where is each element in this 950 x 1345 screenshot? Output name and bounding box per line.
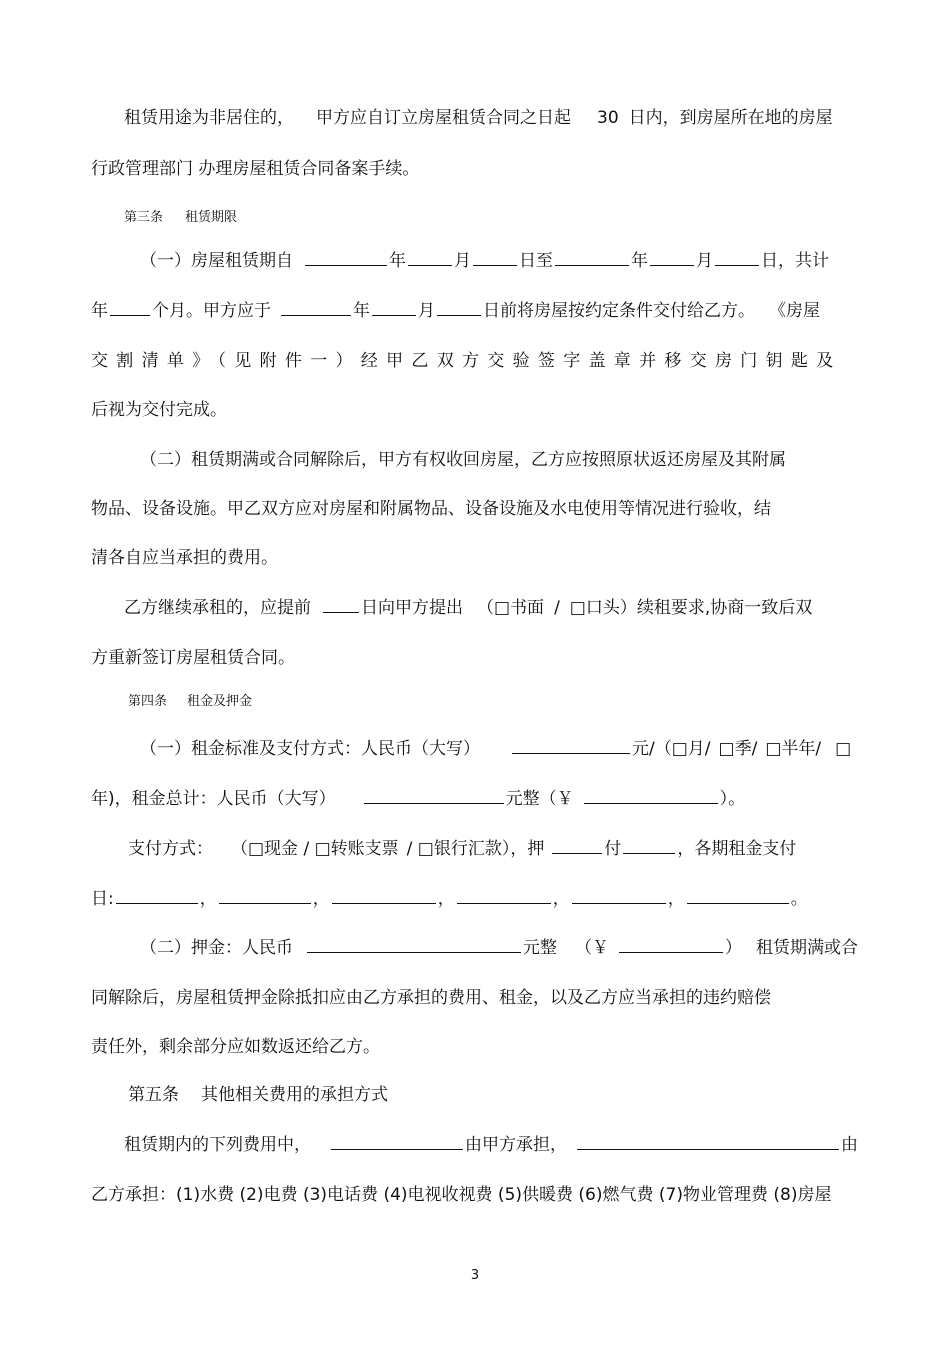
payment-line1: 支付方式： （□现金 / □转账支票 / □银行汇款），押 付 ，各期租金支付 [128, 839, 797, 859]
section3-2-line2: 物品、设备设施。甲乙双方应对房屋和附属物品、设备设施及水电使用等情况进行验收，结 [91, 499, 771, 519]
section4-2-line1: （二）押金：人民币 元整 （￥ ） 租赁期满或合 [140, 938, 858, 958]
section4-2-line2: 同解除后，房屋租赁押金除抵扣应由乙方承担的费用、租金，以及乙方应当承担的违约赔偿 [91, 988, 771, 1008]
article-3-heading: 第三条 租赁期限 [124, 210, 238, 225]
section5-line2: 乙方承担：(1)水费 (2)电费 (3)电话费 (4)电视收视费 (5)供暖费 (6)燃气费 (7)物业管理费 (8)房屋 [91, 1185, 832, 1205]
section4-1-line1: （一）租金标准及支付方式：人民币（大写） 元/（□月/ □季/ □半年/ □ [140, 739, 852, 759]
section4-1-line2: 年)，租金总计：人民币（大写） 元整（￥ ）。 [91, 789, 746, 809]
payment-line2: 日: ， ， ， ， ， 。 [91, 889, 808, 909]
renewal-line1: 乙方继续承租的，应提前 日向甲方提出 （□书面 / □口头）续租要求,协商一致后双 [124, 598, 813, 618]
renewal-line2: 方重新签订房屋租赁合同。 [91, 648, 295, 668]
section3-1-line3: 交割清单》（见附件一）经甲乙双方交验签字盖章并移交房门钥匙及 [91, 351, 842, 371]
section3-2-line1: （二）租赁期满或合同解除后，甲方有权收回房屋，乙方应按照原状返还房屋及其附属 [140, 450, 786, 470]
page-number: 3 [470, 1268, 480, 1283]
section3-2-line3: 清各自应当承担的费用。 [91, 548, 278, 568]
p1-line2: 行政管理部门 办理房屋租赁合同备案手续。 [91, 159, 420, 179]
section3-1-line2: 年 个月。甲方应于 年 月 日前将房屋按约定条件交付给乙方。 《房屋 [91, 301, 820, 321]
section3-1-line4: 后视为交付完成。 [91, 400, 227, 420]
section4-2-line3: 责任外，剩余部分应如数返还给乙方。 [91, 1037, 380, 1057]
article-5-heading: 第五条 其他相关费用的承担方式 [128, 1085, 388, 1105]
section5-line1: 租赁期内的下列费用中， 由甲方承担， 由 [124, 1135, 858, 1155]
article-4-heading: 第四条 租金及押金 [128, 694, 253, 709]
section3-1-line1: （一）房屋租赁期自 年 月 日至 年 月 日，共计 [140, 251, 829, 271]
p1-line1: 租赁用途为非居住的， 甲方应自订立房屋租赁合同之日起 30 日内，到房屋所在地的房屋 [124, 108, 833, 128]
